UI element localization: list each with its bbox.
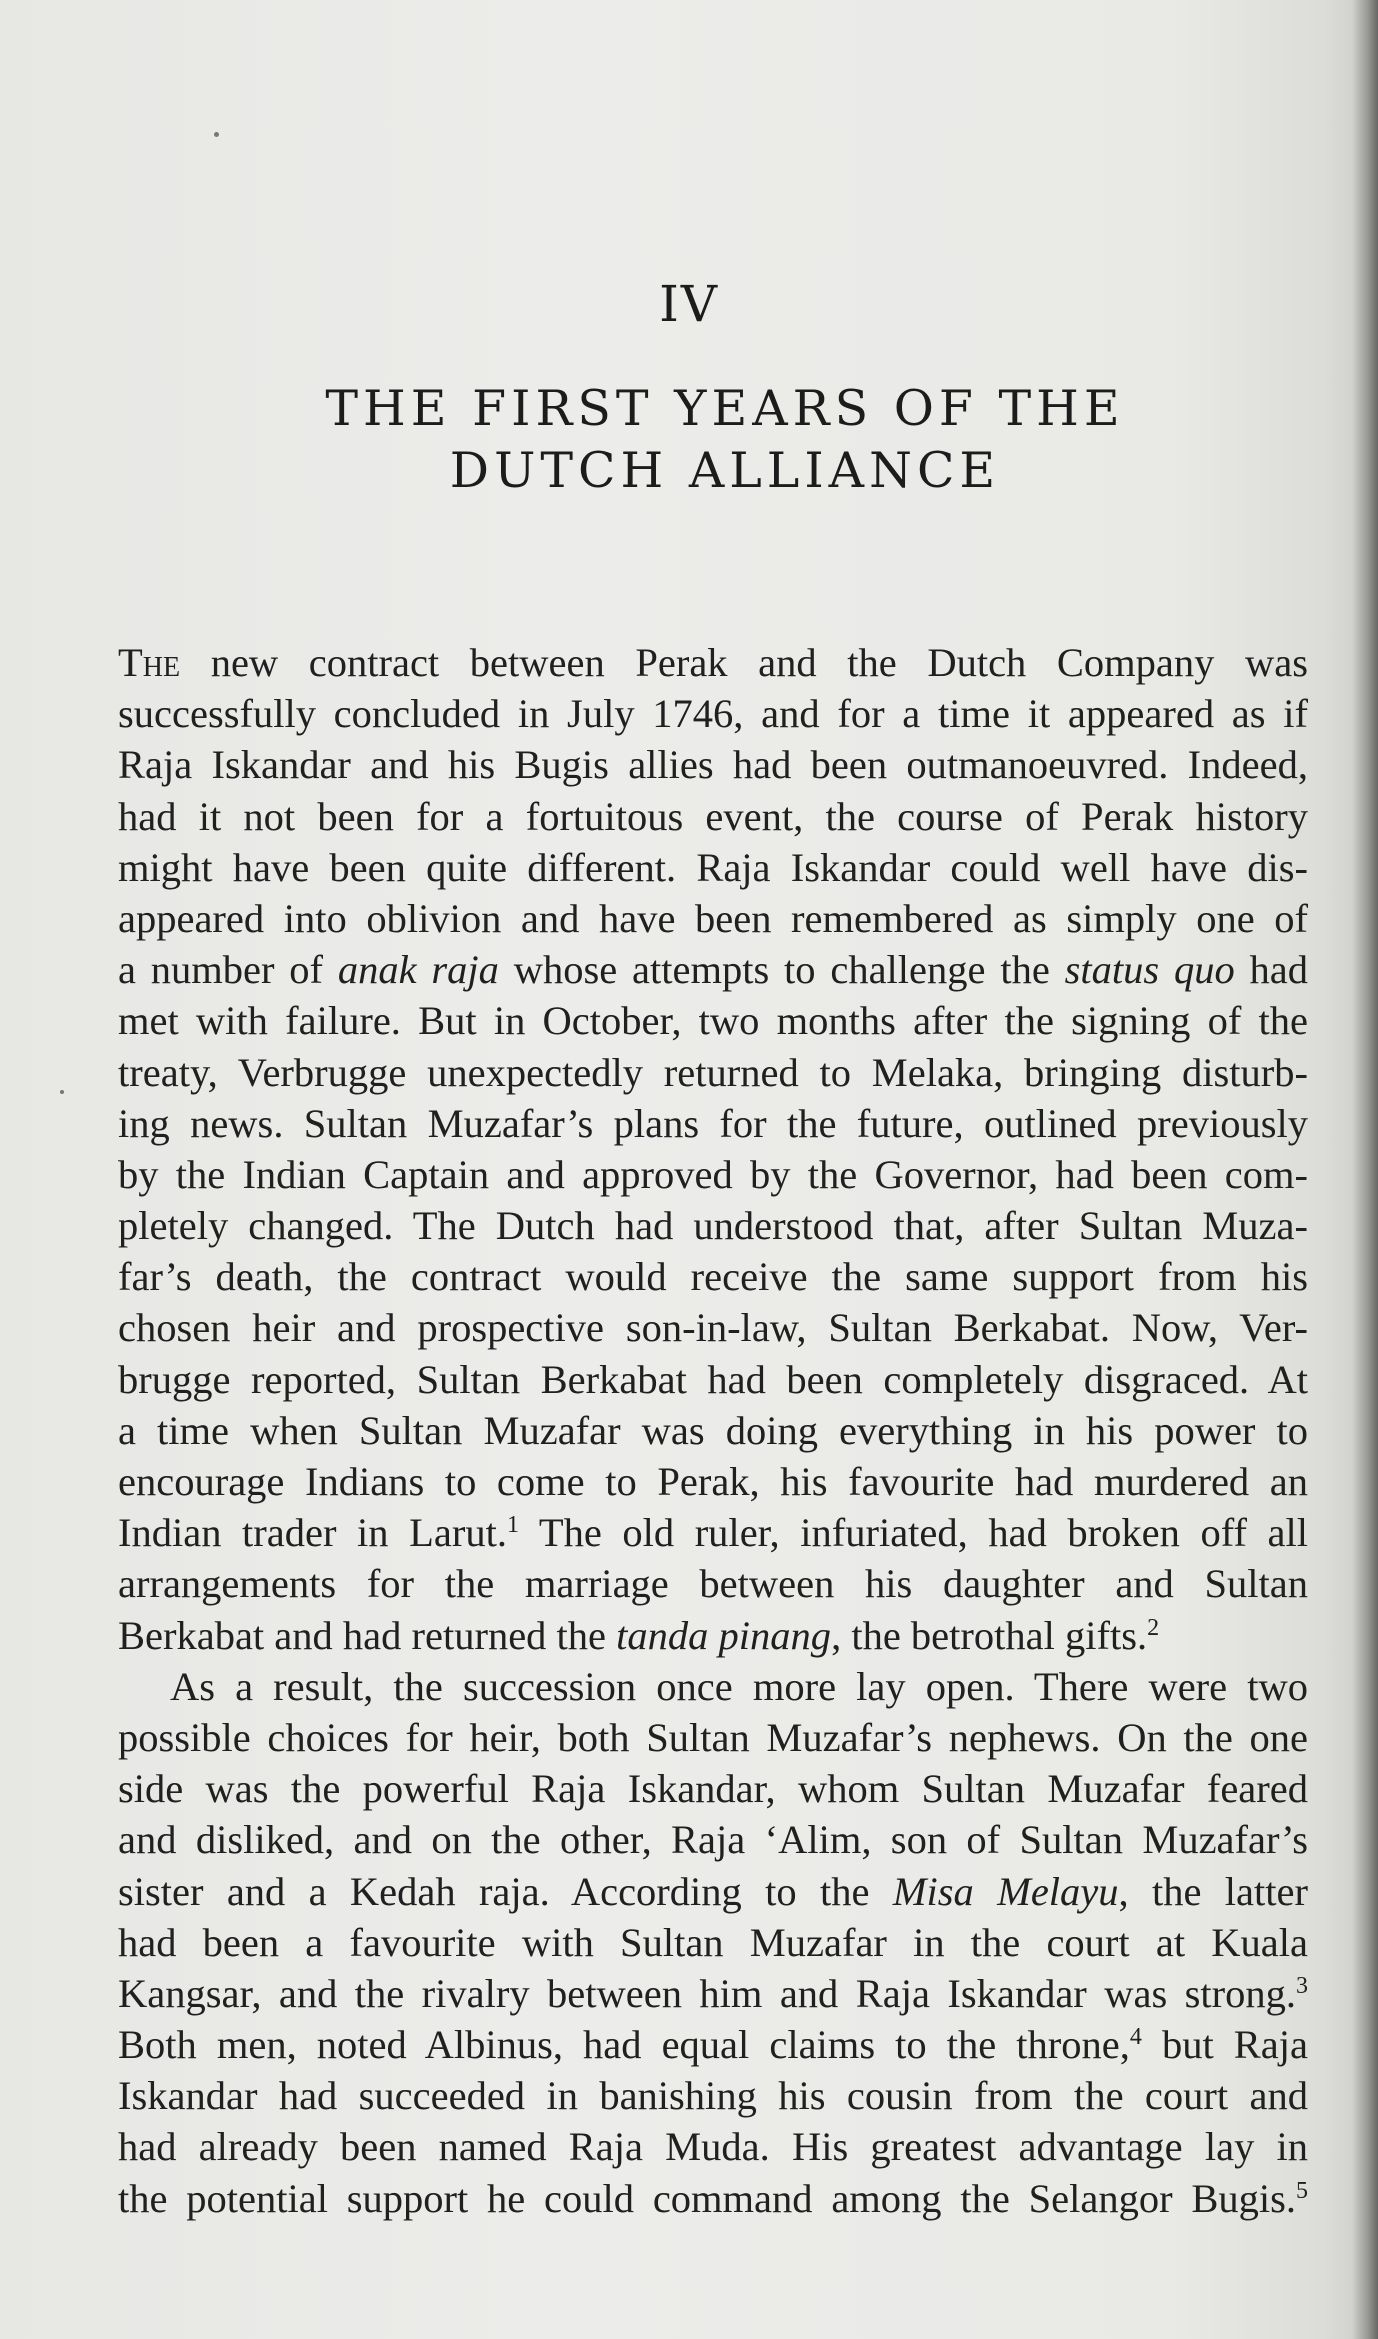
paragraph-lead: The xyxy=(118,640,181,685)
text-line: had already been named Raja Muda. His greatest advantage lay in xyxy=(118,2124,1308,2170)
text-line: pletely changed. The Dutch had understood that, after Sultan Muza- xyxy=(118,1203,1308,1249)
text-line: and disliked, and on the other, Raja ‘Alim, son of Sultan Muzafar’s xyxy=(118,1817,1308,1863)
text-line: successfully concluded in July 1746, and for a time it appeared as if xyxy=(118,691,1308,737)
text-line: Indian trader in Larut.$^1$ The old ruler, infuriated, had broken off all xyxy=(118,1510,1309,1556)
text-line: had it not been for a fortuitous event, the course of Perak history xyxy=(118,793,1308,839)
footnote-ref: 5 xyxy=(1296,2177,1308,2204)
text-line: sister and a Kedah raja. According to the Misa Melayu, the latter xyxy=(118,1868,1308,1914)
footnote-ref: 1 xyxy=(506,1512,519,1539)
text-line: arrangements for the marriage between his daughter and Sultan xyxy=(118,1561,1308,1607)
text-line: by the Indian Captain and approved by the Governor, had been com- xyxy=(118,1151,1308,1197)
italic-term: tanda pinang xyxy=(616,1612,832,1658)
chapter-body xyxy=(118,637,1308,2224)
text-line: far’s death, the contract would receive the same support from his xyxy=(118,1254,1308,1300)
text-line: brugge reported, Sultan Berkabat had been completely disgraced. At xyxy=(118,1356,1308,1402)
text-line: Berkabat and had returned the tanda pinang, the betrothal gifts.$^2$ xyxy=(118,1612,1160,1658)
footnote-ref: 4 xyxy=(1129,2024,1142,2051)
text-line: had been a favourite with Sultan Muzafar in the court at Kuala xyxy=(118,1919,1308,1965)
text-line: side was the powerful Raja Iskandar, whom Sultan Muzafar feared xyxy=(118,1766,1308,1812)
chapter-title-line-2: DUTCH ALLIANCE xyxy=(449,442,1001,499)
paper-speck xyxy=(60,1090,64,1094)
text-line: might have been quite different. Raja Iskandar could well have dis- xyxy=(118,844,1308,890)
text-line: Raja Iskandar and his Bugis allies had been outmanoeuvred. Indeed, xyxy=(118,742,1308,788)
text-line: ing news. Sultan Muzafar’s plans for the future, outlined previously xyxy=(118,1100,1308,1146)
text-line: chosen heir and prospective son-in-law, Sultan Berkabat. Now, Ver- xyxy=(118,1305,1308,1351)
text-line: met with failure. But in October, two months after the signing of the xyxy=(118,998,1308,1044)
chapter-title-line-1: THE FIRST YEARS OF THE xyxy=(325,380,1125,437)
italic-term: anak raja xyxy=(337,947,499,993)
text-line: a number of anak raja whose attempts to challenge the status quo had xyxy=(118,947,1308,993)
text-line: appeared into oblivion and have been remembered as simply one of xyxy=(118,895,1308,941)
text-line: Both men, noted Albinus, had equal claims to the throne,$^4$ but Raja xyxy=(118,2022,1308,2068)
italic-term: status quo xyxy=(1064,947,1235,993)
text-line: possible choices for heir, both Sultan Muzafar’s nephews. On the one xyxy=(118,1714,1308,1760)
footnote-ref: 3 xyxy=(1296,1972,1308,1999)
italic-term: Misa Melayu xyxy=(892,1868,1119,1914)
text-line: a time when Sultan Muzafar was doing everything in his power to xyxy=(118,1407,1308,1453)
chapter-number: IV xyxy=(659,275,719,333)
chapter-title xyxy=(0,378,1378,502)
text-line: As a result, the succession once more lay open. There were two xyxy=(170,1663,1308,1709)
footnote-ref: 2 xyxy=(1147,1614,1160,1641)
text-line: treaty, Verbrugge unexpectedly returned to Melaka, bringing disturb- xyxy=(118,1049,1308,1095)
book-spine-shadow xyxy=(1352,0,1378,2339)
text-line: the potential support he could command among the Selangor Bugis.$^5$ xyxy=(118,2175,1308,2221)
text-line: The new contract between Perak and the Dutch Company was xyxy=(118,640,1308,685)
text-line: Iskandar had succeeded in banishing his cousin from the court and xyxy=(118,2073,1308,2119)
paper-speck xyxy=(214,132,219,137)
text-line: Kangsar, and the rivalry between him and Raja Iskandar was strong.$^3$ xyxy=(118,1970,1308,2016)
text-line: encourage Indians to come to Perak, his favourite had murdered an xyxy=(118,1459,1308,1504)
